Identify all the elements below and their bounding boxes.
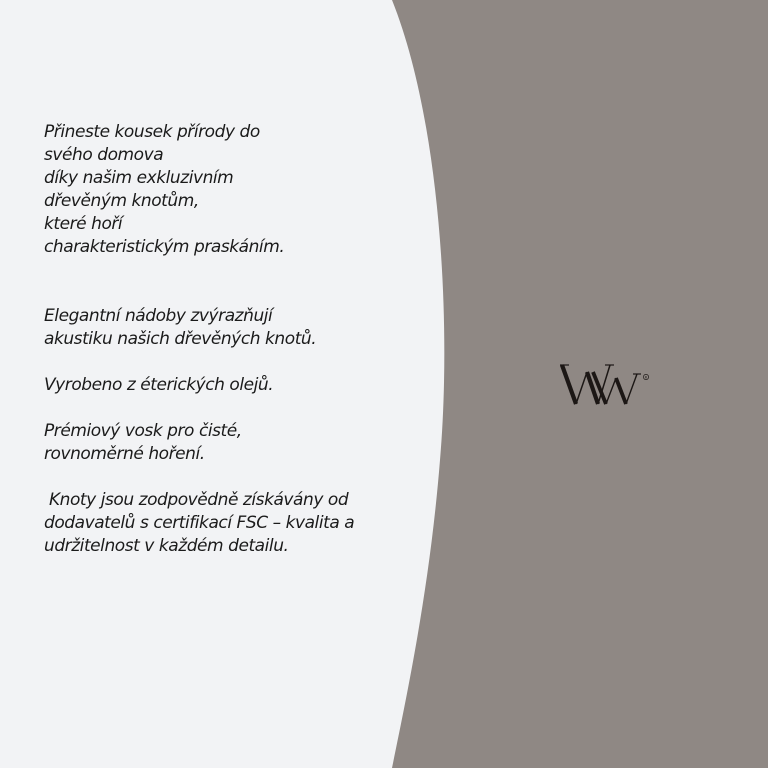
feature-line: rovnoměrné hoření. — [44, 444, 205, 464]
feature-line: Elegantní nádoby zvýrazňují — [44, 306, 273, 326]
intro-paragraph — [44, 121, 414, 259]
paragraph-spacer — [44, 466, 414, 489]
intro-line: svého domova — [44, 145, 164, 165]
intro-line: charakteristickým praskáním. — [44, 237, 285, 257]
woodwick-logo-icon — [560, 360, 660, 410]
intro-line: které hoří — [44, 214, 123, 234]
feature-line: dodavatelů s certifikací FSC – kvalita a — [44, 513, 355, 533]
feature-line: udržitelnost v každém detailu. — [44, 536, 289, 556]
feature-paragraph-wax — [44, 420, 414, 466]
feature-line: Knoty jsou zodpovědně získávány od — [44, 490, 349, 510]
feature-line: Prémiový vosk pro čisté, — [44, 421, 242, 441]
paragraph-spacer — [44, 351, 414, 374]
intro-line: díky našim exkluzivním — [44, 168, 234, 188]
intro-line: dřevěným knotům, — [44, 191, 199, 211]
feature-paragraph-fsc — [44, 489, 414, 558]
feature-line: Vyrobeno z éterických olejů. — [44, 375, 274, 395]
intro-line: Přineste kousek přírody do — [44, 122, 260, 142]
feature-paragraph-vessels — [44, 305, 414, 351]
svg-text:R: R — [644, 375, 648, 380]
feature-line: akustiku našich dřevěných knotů. — [44, 329, 317, 349]
feature-paragraph-oils — [44, 374, 414, 397]
paragraph-spacer — [44, 397, 414, 420]
paragraph-spacer — [44, 259, 414, 305]
description-text-block — [44, 121, 414, 558]
